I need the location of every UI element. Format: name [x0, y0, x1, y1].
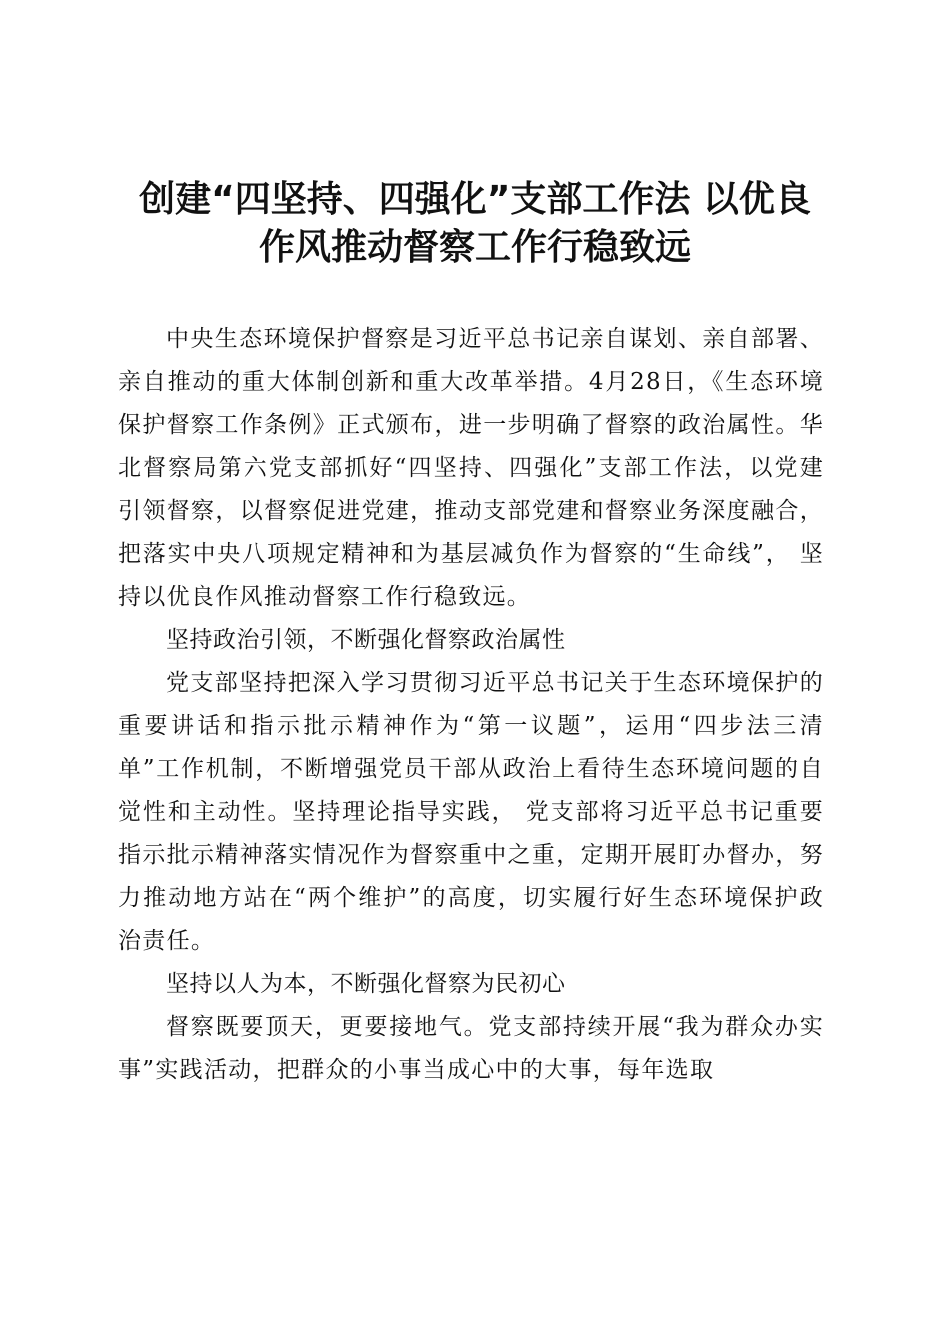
political-paragraph: 党支部坚持把深入学习贯彻习近平总书记关于生态环境保护的重要讲话和指示批示精神作为“第一议题”，运用“四步法三清单”工作机制，不断增强党员干部从政治上看待生态环境问题的自觉性和主动性。坚持理论指导实践， 党支部将习近平总书记重要指示批示精神落实情况作为督察重中之重，定期开展盯办督办，努力推动地方站在“两个维护”的高度，切实履行好生态环境保护政治责任。 — [118, 670, 824, 954]
intro-paragraph: 中央生态环境保护督察是习近平总书记亲自谋划、亲自部署、亲自推动的重大体制创新和重大改革举措。4月28日，《生态环境保护督察工作条例》正式颁布，进一步明确了督察的政治属性。华北督察局第六党支部抓好“四坚持、四强化”支部工作法，以党建引领督察，以督察促进党建，推动支部党建和督察业务深度融合，把落实中央八项规定精神和为基层减负作为督察的“生命线”， 坚持以优良作风推动督察工作行稳致远。 — [118, 326, 824, 610]
people-paragraph: 督察既要顶天，更要接地气。党支部持续开展“我为群众办实事”实践活动，把群众的小事当成心中的大事，每年选取 — [118, 1014, 824, 1083]
document-title — [110, 176, 840, 272]
document-body — [118, 318, 824, 1092]
title-line-2: 作风推动督察工作行稳致远 — [258, 227, 691, 268]
section-heading-political: 坚持政治引领，不断强化督察政治属性 — [166, 627, 566, 653]
title-line-1: 创建“四坚持、四强化”支部工作法 以优良 — [139, 179, 811, 220]
section-heading-people: 坚持以人为本，不断强化督察为民初心 — [166, 971, 566, 997]
